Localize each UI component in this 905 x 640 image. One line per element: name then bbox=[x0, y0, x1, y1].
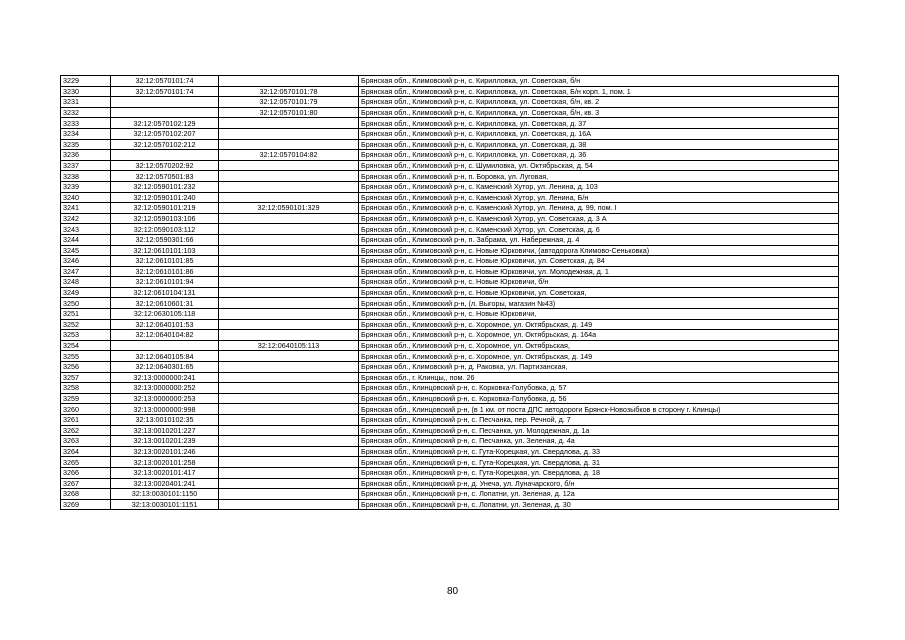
table-row bbox=[61, 393, 839, 404]
table-row bbox=[61, 118, 839, 129]
land-cadastral-cell: 32:12:0590101:219 bbox=[111, 203, 219, 214]
table-row bbox=[61, 277, 839, 288]
land-cadastral-cell: 32:13:0010201:227 bbox=[111, 425, 219, 436]
row-number-cell: 3248 bbox=[61, 277, 111, 288]
row-number-cell: 3244 bbox=[61, 234, 111, 245]
land-cadastral-cell: 32:12:0610101:94 bbox=[111, 277, 219, 288]
address-cell: Брянская обл., г. Клинцы,, пом. 26 bbox=[359, 372, 839, 383]
row-number-cell: 3257 bbox=[61, 372, 111, 383]
land-cadastral-cell: 32:13:0020401:241 bbox=[111, 478, 219, 489]
table-row bbox=[61, 150, 839, 161]
row-number-cell: 3265 bbox=[61, 457, 111, 468]
building-cadastral-cell bbox=[219, 128, 359, 139]
table-row bbox=[61, 383, 839, 394]
address-cell: Брянская обл., Климовский р-н, с. Хоромное, ул. Октябрьская, д. 149 bbox=[359, 319, 839, 330]
row-number-cell: 3268 bbox=[61, 489, 111, 500]
row-number-cell: 3264 bbox=[61, 446, 111, 457]
building-cadastral-cell bbox=[219, 181, 359, 192]
land-cadastral-cell: 32:13:0010102:35 bbox=[111, 415, 219, 426]
address-cell: Брянская обл., Климовский р-н, с. Каменский Хутор, ул. Ленина, Б/н bbox=[359, 192, 839, 203]
building-cadastral-cell bbox=[219, 234, 359, 245]
land-cadastral-cell: 32:12:0590101:240 bbox=[111, 192, 219, 203]
address-cell: Брянская обл., Клинцовский р-н, с. Песчанка, ул. Молодежная, д. 1а bbox=[359, 425, 839, 436]
table-row bbox=[61, 319, 839, 330]
table-row bbox=[61, 160, 839, 171]
row-number-cell: 3236 bbox=[61, 150, 111, 161]
land-cadastral-cell: 32:12:0590301:66 bbox=[111, 234, 219, 245]
address-cell: Брянская обл., Климовский р-н, с. Кирилловка, ул. Советская, б/н bbox=[359, 76, 839, 87]
address-cell: Брянская обл., Климовский р-н, с. Каменский Хутор, ул. Советская, д. 3 А bbox=[359, 213, 839, 224]
row-number-cell: 3243 bbox=[61, 224, 111, 235]
address-cell: Брянская обл., Климовский р-н, с. Кирилловка, ул. Советская, б/н, кв. 3 bbox=[359, 107, 839, 118]
row-number-cell: 3231 bbox=[61, 97, 111, 108]
row-number-cell: 3247 bbox=[61, 266, 111, 277]
land-cadastral-cell: 32:13:0000000:241 bbox=[111, 372, 219, 383]
table-row bbox=[61, 107, 839, 118]
address-cell: Брянская обл., Климовский р-н, с. Кирилловка, ул. Советская, д. 36 bbox=[359, 150, 839, 161]
address-cell: Брянская обл., Климовский р-н, с. Хоромное, ул. Октябрьская, bbox=[359, 340, 839, 351]
land-cadastral-cell: 32:12:0610104:131 bbox=[111, 287, 219, 298]
land-cadastral-cell: 32:13:0020101:258 bbox=[111, 457, 219, 468]
row-number-cell: 3234 bbox=[61, 128, 111, 139]
address-cell: Брянская обл., Клинцовский р-н, с. Корковка-Голубовка, д. 57 bbox=[359, 383, 839, 394]
row-number-cell: 3259 bbox=[61, 393, 111, 404]
table-row bbox=[61, 499, 839, 510]
building-cadastral-cell bbox=[219, 277, 359, 288]
land-cadastral-cell bbox=[111, 97, 219, 108]
address-cell: Брянская обл., Климовский р-н, с. Каменский Хутор, ул. Советская, д. 6 bbox=[359, 224, 839, 235]
building-cadastral-cell bbox=[219, 425, 359, 436]
address-cell: Брянская обл., Климовский р-н, д. Раковка, ул. Партизанская, bbox=[359, 362, 839, 373]
table-row bbox=[61, 425, 839, 436]
registry-table bbox=[60, 75, 839, 510]
address-cell: Брянская обл., Климовский р-н, с. Новые Юрковичи, bbox=[359, 309, 839, 320]
address-cell: Брянская обл., Климовский р-н, с. Кирилловка, ул. Советская, д. 37 bbox=[359, 118, 839, 129]
address-cell: Брянская обл., Клинцовский р-н, с. Песчанка, ул. Зеленая, д. 4а bbox=[359, 436, 839, 447]
table-row bbox=[61, 351, 839, 362]
land-cadastral-cell: 32:12:0640301:65 bbox=[111, 362, 219, 373]
building-cadastral-cell bbox=[219, 415, 359, 426]
address-cell: Брянская обл., Климовский р-н, п. Боровка, ул. Луговая, bbox=[359, 171, 839, 182]
land-cadastral-cell bbox=[111, 150, 219, 161]
row-number-cell: 3252 bbox=[61, 319, 111, 330]
row-number-cell: 3254 bbox=[61, 340, 111, 351]
address-cell: Брянская обл., Климовский р-н, с. Кирилловка, ул. Советская, д. 38 bbox=[359, 139, 839, 150]
building-cadastral-cell bbox=[219, 213, 359, 224]
land-cadastral-cell: 32:12:0590103:112 bbox=[111, 224, 219, 235]
building-cadastral-cell bbox=[219, 436, 359, 447]
row-number-cell: 3238 bbox=[61, 171, 111, 182]
address-cell: Брянская обл., Клинцовский р-н, с. Лопатни, ул. Зеленая, д. 30 bbox=[359, 499, 839, 510]
land-cadastral-cell: 32:12:0640105:84 bbox=[111, 351, 219, 362]
table-row bbox=[61, 467, 839, 478]
address-cell: Брянская обл., Клинцовский р-н, с. Лопатни, ул. Зеленая, д. 12а bbox=[359, 489, 839, 500]
land-cadastral-cell: 32:12:0590103:106 bbox=[111, 213, 219, 224]
land-cadastral-cell: 32:12:0640101:53 bbox=[111, 319, 219, 330]
address-cell: Брянская обл., Климовский р-н, с. Хоромное, ул. Октябрьская, д. 164а bbox=[359, 330, 839, 341]
building-cadastral-cell bbox=[219, 256, 359, 267]
row-number-cell: 3233 bbox=[61, 118, 111, 129]
land-cadastral-cell: 32:12:0640104:82 bbox=[111, 330, 219, 341]
row-number-cell: 3262 bbox=[61, 425, 111, 436]
address-cell: Брянская обл., Климовский р-н, с. Новые Юрковичи, ул. Советская, д. 84 bbox=[359, 256, 839, 267]
row-number-cell: 3269 bbox=[61, 499, 111, 510]
row-number-cell: 3240 bbox=[61, 192, 111, 203]
building-cadastral-cell bbox=[219, 467, 359, 478]
row-number-cell: 3261 bbox=[61, 415, 111, 426]
row-number-cell: 3237 bbox=[61, 160, 111, 171]
land-cadastral-cell: 32:13:0030101:1150 bbox=[111, 489, 219, 500]
building-cadastral-cell: 32:12:0570104:82 bbox=[219, 150, 359, 161]
building-cadastral-cell bbox=[219, 330, 359, 341]
building-cadastral-cell bbox=[219, 266, 359, 277]
land-cadastral-cell: 32:12:0570102:207 bbox=[111, 128, 219, 139]
land-cadastral-cell: 32:12:0570102:129 bbox=[111, 118, 219, 129]
land-cadastral-cell: 32:12:0570102:212 bbox=[111, 139, 219, 150]
address-cell: Брянская обл., Клинцовский р-н, (в 1 км. от поста ДПС автодороги Брянск-Новозыбков в сторону г. Клинцы) bbox=[359, 404, 839, 415]
land-cadastral-cell: 32:12:0570202:92 bbox=[111, 160, 219, 171]
address-cell: Брянская обл., Клинцовский р-н, с. Гута-Корецкая, ул. Свердлова, д. 18 bbox=[359, 467, 839, 478]
land-cadastral-cell: 32:13:0000000:998 bbox=[111, 404, 219, 415]
land-cadastral-cell: 32:13:0020101:417 bbox=[111, 467, 219, 478]
address-cell: Брянская обл., Климовский р-н, с. Кирилловка, ул. Советская, б/н, кв. 2 bbox=[359, 97, 839, 108]
land-cadastral-cell: 32:12:0610101:103 bbox=[111, 245, 219, 256]
table-row bbox=[61, 298, 839, 309]
table-row bbox=[61, 224, 839, 235]
row-number-cell: 3256 bbox=[61, 362, 111, 373]
building-cadastral-cell bbox=[219, 362, 359, 373]
building-cadastral-cell bbox=[219, 446, 359, 457]
land-cadastral-cell: 32:12:0590101:232 bbox=[111, 181, 219, 192]
building-cadastral-cell bbox=[219, 192, 359, 203]
table-row bbox=[61, 76, 839, 87]
building-cadastral-cell: 32:12:0570101:80 bbox=[219, 107, 359, 118]
address-cell: Брянская обл., Климовский р-н, с. Новые Юрковичи, ул. Советская, bbox=[359, 287, 839, 298]
address-cell: Брянская обл., Клинцовский р-н, с. Гута-Корецкая, ул. Свердлова, д. 33 bbox=[359, 446, 839, 457]
address-cell: Брянская обл., Климовский р-н, с. Шумиловка, ул. Октябрьская, д. 54 bbox=[359, 160, 839, 171]
building-cadastral-cell: 32:12:0640105:113 bbox=[219, 340, 359, 351]
address-cell: Брянская обл., Климовский р-н, с. Кирилловка, ул. Советская, Б/н корп. 1, пом. 1 bbox=[359, 86, 839, 97]
building-cadastral-cell bbox=[219, 245, 359, 256]
building-cadastral-cell bbox=[219, 457, 359, 468]
building-cadastral-cell: 32:12:0570101:79 bbox=[219, 97, 359, 108]
building-cadastral-cell bbox=[219, 383, 359, 394]
land-cadastral-cell: 32:12:0570101:74 bbox=[111, 86, 219, 97]
table-row bbox=[61, 97, 839, 108]
land-cadastral-cell bbox=[111, 107, 219, 118]
land-cadastral-cell: 32:12:0630105:118 bbox=[111, 309, 219, 320]
building-cadastral-cell bbox=[219, 404, 359, 415]
address-cell: Брянская обл., Климовский р-н, с. Кирилловка, ул. Советская, д. 16А bbox=[359, 128, 839, 139]
building-cadastral-cell bbox=[219, 309, 359, 320]
table-row bbox=[61, 192, 839, 203]
row-number-cell: 3245 bbox=[61, 245, 111, 256]
table-row bbox=[61, 287, 839, 298]
address-cell: Брянская обл., Клинцовский р-н, с. Корковка-Голубовка, д. 56 bbox=[359, 393, 839, 404]
table-row bbox=[61, 436, 839, 447]
address-cell: Брянская обл., Клинцовский р-н, с. Песчанка, пер. Речной, д. 7 bbox=[359, 415, 839, 426]
address-cell: Брянская обл., Климовский р-н, с. Новые Юрковичи, ул. Молодежная, д. 1 bbox=[359, 266, 839, 277]
building-cadastral-cell bbox=[219, 351, 359, 362]
address-cell: Брянская обл., Климовский р-н, с. Каменский Хутор, ул. Ленина, д. 103 bbox=[359, 181, 839, 192]
table-row bbox=[61, 415, 839, 426]
table-row bbox=[61, 330, 839, 341]
row-number-cell: 3242 bbox=[61, 213, 111, 224]
land-cadastral-cell: 32:13:0000000:252 bbox=[111, 383, 219, 394]
row-number-cell: 3232 bbox=[61, 107, 111, 118]
table-row bbox=[61, 404, 839, 415]
row-number-cell: 3255 bbox=[61, 351, 111, 362]
building-cadastral-cell bbox=[219, 139, 359, 150]
building-cadastral-cell: 32:12:0590101:329 bbox=[219, 203, 359, 214]
address-cell: Брянская обл., Климовский р-н, (л. Выгоры, магазин №43) bbox=[359, 298, 839, 309]
table-row bbox=[61, 139, 839, 150]
building-cadastral-cell bbox=[219, 171, 359, 182]
table-row bbox=[61, 256, 839, 267]
land-cadastral-cell: 32:12:0610101:86 bbox=[111, 266, 219, 277]
row-number-cell: 3267 bbox=[61, 478, 111, 489]
land-cadastral-cell: 32:13:0010201:239 bbox=[111, 436, 219, 447]
address-cell: Брянская обл., Климовский р-н, с. Новые Юрковичи, (автодорога Климово-Сеньковка) bbox=[359, 245, 839, 256]
row-number-cell: 3241 bbox=[61, 203, 111, 214]
row-number-cell: 3249 bbox=[61, 287, 111, 298]
table-row bbox=[61, 446, 839, 457]
table-row bbox=[61, 234, 839, 245]
land-cadastral-cell: 32:12:0610601:31 bbox=[111, 298, 219, 309]
land-cadastral-cell: 32:13:0020101:246 bbox=[111, 446, 219, 457]
address-cell: Брянская обл., Климовский р-н, с. Новые Юрковичи, б/н bbox=[359, 277, 839, 288]
building-cadastral-cell bbox=[219, 393, 359, 404]
table-row bbox=[61, 266, 839, 277]
building-cadastral-cell bbox=[219, 499, 359, 510]
address-cell: Брянская обл., Клинцовский р-н, с. Гута-Корецкая, ул. Свердлова, д. 31 bbox=[359, 457, 839, 468]
table-row bbox=[61, 171, 839, 182]
registry-table-body bbox=[61, 76, 839, 510]
row-number-cell: 3266 bbox=[61, 467, 111, 478]
land-cadastral-cell: 32:12:0570101:74 bbox=[111, 76, 219, 87]
building-cadastral-cell bbox=[219, 76, 359, 87]
row-number-cell: 3263 bbox=[61, 436, 111, 447]
row-number-cell: 3260 bbox=[61, 404, 111, 415]
land-cadastral-cell bbox=[111, 340, 219, 351]
row-number-cell: 3258 bbox=[61, 383, 111, 394]
land-cadastral-cell: 32:13:0000000:253 bbox=[111, 393, 219, 404]
table-row bbox=[61, 86, 839, 97]
address-cell: Брянская обл., Клинцовский р-н, д. Унеча, ул. Луначарского, б/н bbox=[359, 478, 839, 489]
building-cadastral-cell bbox=[219, 160, 359, 171]
building-cadastral-cell bbox=[219, 298, 359, 309]
building-cadastral-cell bbox=[219, 478, 359, 489]
row-number-cell: 3253 bbox=[61, 330, 111, 341]
land-cadastral-cell: 32:12:0610101:85 bbox=[111, 256, 219, 267]
building-cadastral-cell: 32:12:0570101:78 bbox=[219, 86, 359, 97]
land-cadastral-cell: 32:12:0570501:83 bbox=[111, 171, 219, 182]
building-cadastral-cell bbox=[219, 489, 359, 500]
row-number-cell: 3235 bbox=[61, 139, 111, 150]
row-number-cell: 3229 bbox=[61, 76, 111, 87]
table-row bbox=[61, 309, 839, 320]
building-cadastral-cell bbox=[219, 287, 359, 298]
row-number-cell: 3230 bbox=[61, 86, 111, 97]
address-cell: Брянская обл., Климовский р-н, с. Хоромное, ул. Октябрьская, д. 149 bbox=[359, 351, 839, 362]
row-number-cell: 3239 bbox=[61, 181, 111, 192]
table-row bbox=[61, 340, 839, 351]
building-cadastral-cell bbox=[219, 224, 359, 235]
table-row bbox=[61, 478, 839, 489]
table-row bbox=[61, 245, 839, 256]
row-number-cell: 3250 bbox=[61, 298, 111, 309]
building-cadastral-cell bbox=[219, 319, 359, 330]
land-cadastral-cell: 32:13:0030101:1151 bbox=[111, 499, 219, 510]
table-row bbox=[61, 489, 839, 500]
table-row bbox=[61, 457, 839, 468]
row-number-cell: 3251 bbox=[61, 309, 111, 320]
table-row bbox=[61, 128, 839, 139]
table-row bbox=[61, 203, 839, 214]
row-number-cell: 3246 bbox=[61, 256, 111, 267]
page-number: 80 bbox=[446, 586, 459, 597]
table-row bbox=[61, 372, 839, 383]
address-cell: Брянская обл., Климовский р-н, с. Каменский Хутор, ул. Ленина, д. 99, пом. I bbox=[359, 203, 839, 214]
building-cadastral-cell bbox=[219, 372, 359, 383]
address-cell: Брянская обл., Климовский р-н, п. Забрама, ул. Набережная, д. 4 bbox=[359, 234, 839, 245]
table-row bbox=[61, 362, 839, 373]
building-cadastral-cell bbox=[219, 118, 359, 129]
table-row bbox=[61, 213, 839, 224]
table-row bbox=[61, 181, 839, 192]
